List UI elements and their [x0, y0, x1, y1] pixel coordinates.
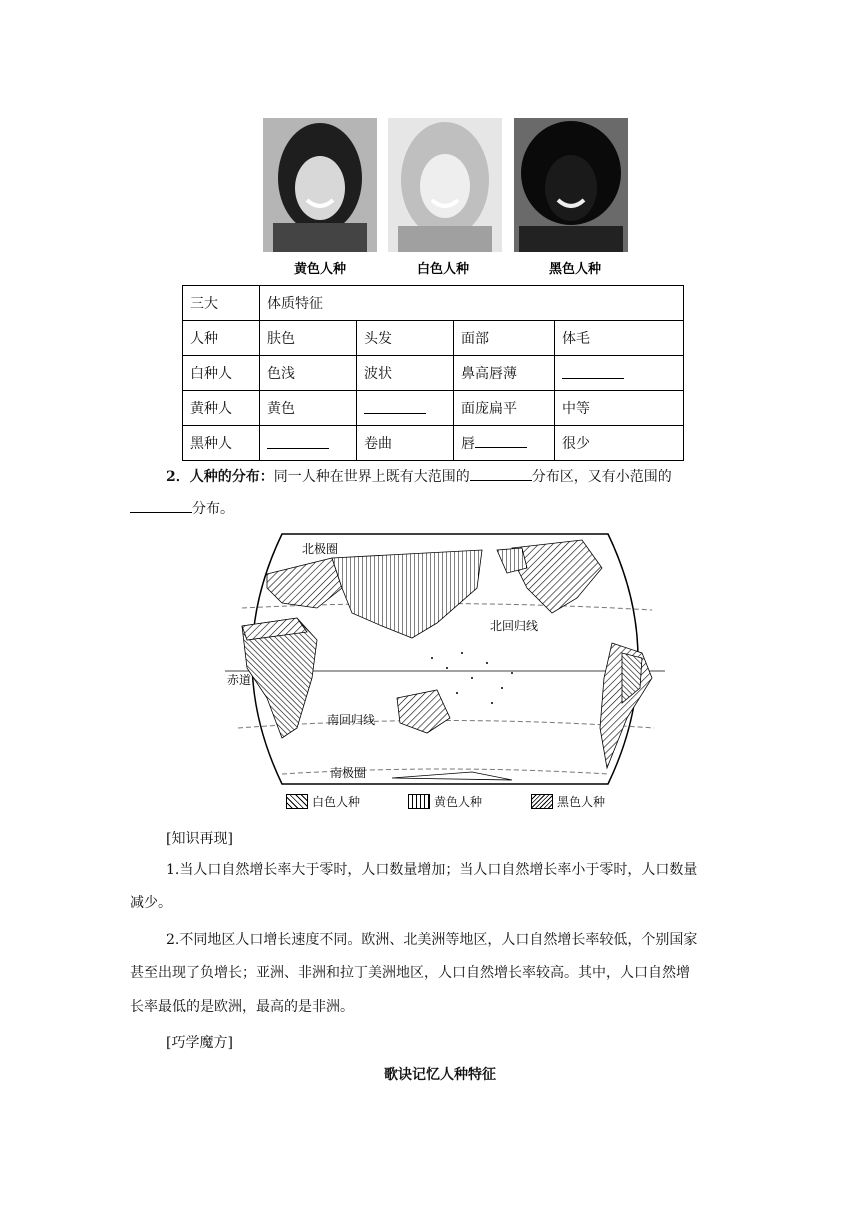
tropic-north-label: 北回归线: [490, 619, 539, 633]
table-cell: 面庞扁平: [454, 391, 555, 426]
table-cell: 黄种人: [183, 391, 260, 426]
table-cell: 体毛: [555, 321, 684, 356]
distribution-line-2: [130, 498, 234, 519]
table-cell: 色浅: [260, 356, 357, 391]
tropic-south-label: 南回归线: [327, 713, 376, 727]
table-row: [183, 426, 684, 461]
item-number: 2．: [166, 469, 190, 485]
legend-black: [531, 793, 605, 810]
black-race-photo: [514, 118, 628, 252]
table-cell: 很少: [555, 426, 684, 461]
yellow-race-photo: [263, 118, 377, 252]
white-race-photo: [388, 118, 502, 252]
table-cell: 三大: [183, 286, 260, 321]
answer-blank[interactable]: [475, 433, 527, 448]
knowledge-p2-line3: 长率最低的是欧洲，最高的是非洲。: [130, 999, 354, 1015]
distribution-text-c: 分布。: [192, 501, 234, 517]
white-race-swatch: [286, 794, 308, 809]
distribution-text-b: 分布区，又有小范围的: [531, 469, 672, 485]
answer-blank[interactable]: [267, 434, 329, 449]
antarctic-label: 南极圈: [330, 766, 367, 780]
table-cell: 卷曲: [357, 426, 454, 461]
table-cell: 头发: [357, 321, 454, 356]
equator-label: 赤道: [227, 673, 252, 687]
table-cell: 中等: [555, 391, 684, 426]
answer-blank[interactable]: [364, 399, 426, 414]
arctic-label: 北极圈: [302, 542, 339, 556]
table-row: [183, 391, 684, 426]
lip-label: 唇: [461, 436, 475, 452]
answer-blank[interactable]: [470, 466, 532, 481]
black-race-swatch: [531, 794, 553, 809]
knowledge-p1-line2: 减少。: [130, 895, 172, 911]
caption-black: 黑色人种: [549, 262, 602, 277]
table-cell: 白种人: [183, 356, 260, 391]
table-cell: [555, 356, 684, 391]
caption-white: 白色人种: [417, 262, 470, 277]
knowledge-heading: [知识再现]: [166, 831, 233, 847]
knowledge-p2-line1: 2.不同地区人口增长速度不同。欧洲、北美洲等地区，人口自然增长率较低，个别国家: [166, 932, 698, 948]
item-title: 人种的分布：: [189, 469, 274, 485]
table-cell: [357, 391, 454, 426]
answer-blank[interactable]: [562, 364, 624, 379]
table-cell: 鼻高唇薄: [454, 356, 555, 391]
table-cell: 人种: [183, 321, 260, 356]
table-cell: 面部: [454, 321, 555, 356]
table-cell: 黑种人: [183, 426, 260, 461]
legend-label: 白色人种: [312, 795, 361, 809]
magic-heading: [巧学魔方]: [166, 1035, 233, 1051]
knowledge-p1-line1: 1.当人口自然增长率大于零时，人口数量增加；当人口自然增长率小于零时，人口数量: [166, 862, 698, 878]
table-row: [183, 321, 684, 356]
table-cell: 体质特征: [260, 286, 684, 321]
world-race-map: [222, 528, 668, 790]
caption-yellow: 黄色人种: [294, 262, 347, 277]
legend-white: [286, 793, 360, 810]
magic-title: 歌诀记忆人种特征: [384, 1067, 496, 1083]
distribution-text-a: 同一人种在世界上既有大范围的: [273, 469, 470, 485]
table-cell: 肤色: [260, 321, 357, 356]
table-cell: 黄色: [260, 391, 357, 426]
table-cell: [260, 426, 357, 461]
table-row: [183, 356, 684, 391]
table-row: [183, 286, 684, 321]
legend-label: 黑色人种: [557, 795, 606, 809]
race-features-table: [182, 285, 684, 461]
legend-label: 黄色人种: [434, 795, 483, 809]
table-cell: [454, 426, 555, 461]
knowledge-p2-line2: 甚至出现了负增长；亚洲、非洲和拉丁美洲地区，人口自然增长率较高。其中，人口自然增: [130, 965, 690, 981]
legend-yellow: [408, 793, 482, 810]
yellow-race-swatch: [408, 794, 430, 809]
answer-blank[interactable]: [130, 498, 192, 513]
distribution-line-1: [166, 466, 672, 487]
table-cell: 波状: [357, 356, 454, 391]
